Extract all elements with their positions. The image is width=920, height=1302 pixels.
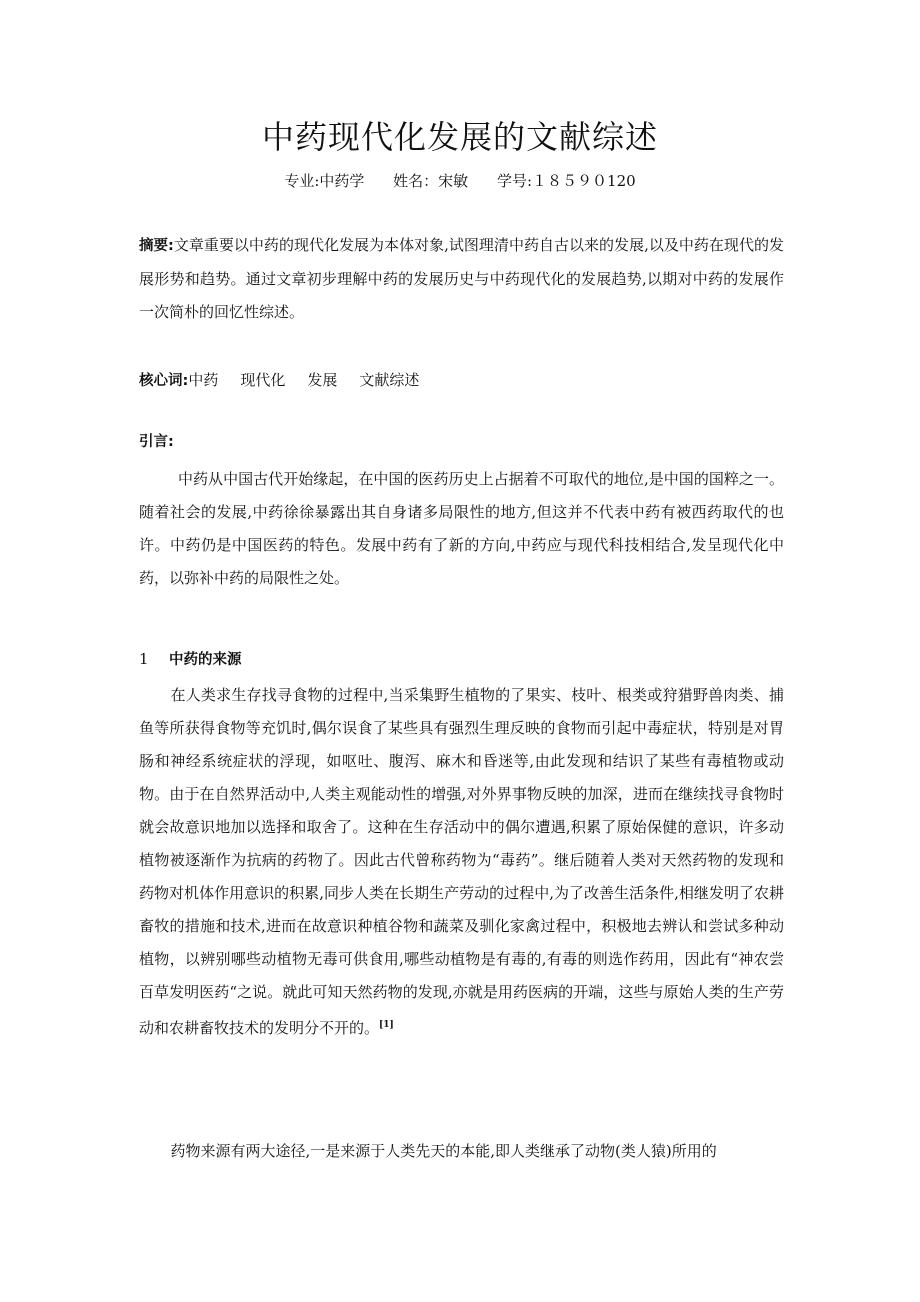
section-1-paragraph-1 [139, 679, 784, 1045]
keyword-item: 现代化 [240, 371, 286, 389]
keyword-item: 中药 [188, 371, 219, 389]
section-number: 1 [139, 650, 149, 668]
author-line [0, 170, 920, 191]
intro-heading: 引言: [139, 434, 174, 450]
keywords [139, 364, 784, 398]
abstract [139, 229, 784, 329]
section-1-paragraph-1-text: 在人类求生存找寻食物的过程中,当采集野生植物的了果实、枝叶、根类或狩猎野兽肉类、捕鱼等所获得食物等充饥时,偶尔误食了某些具有强烈生理反映的食物而引起中毒症状，特别是对胃肠和神经系统症状的浮现，如呕吐、腹泻、麻木和昏迷等,由此发现和结识了某些有毒植物或动物。由于在自然界活动中,人类主观能动性的增强,对外界事物反映的加深，进而在继续找寻食物时就会故意识地加以选择和取舍了。这种在生存活动中的偶尔遭遇,积累了原始保健的意识，许多动植物被逐渐作为抗病的药物了。因此古代曾称药物为“毒药”。继后随着人类对天然药物的发现和药物对机体作用意识的积累,同步人类在长期生产劳动的过程中,为了改善生活条件,相继发明了农耕畜牧的措施和技术,进而在故意识种植谷物和蔬菜及驯化家禽过程中，积极地去辨认和尝试多种动植物，以辨别哪些动植物无毒可供食用,哪些动植物是有毒的,有毒的则选作药用，因此有“神农尝百草发明医药“之说。就此可知天然药物的发现,亦就是用药医病的开端，这些与原始人类的生产劳动和农耕畜牧技术的发明分不开的。 [139, 686, 784, 1037]
keywords-label: 核心词: [139, 373, 189, 389]
keyword-item: 发展 [307, 371, 338, 389]
document-title: 中药现代化发展的文献综述 [261, 118, 658, 156]
intro-paragraph: 中药从中国古代开始缘起，在中国的医药历史上占据着不可取代的地位,是中国的国粹之一。随着社会的发展,中药徐徐暴露出其自身诸多局限性的地方,但这并不代表中药有被西药取代的也许。中药仍是中国医药的特色。发展中药有了新的方向,中药应与现代科技相结合,发呈现代化中药，以弥补中药的局限性之处。 [139, 470, 784, 587]
citation-mark: [1] [379, 1020, 394, 1030]
author-name: 姓名：宋敏 [393, 172, 469, 190]
keyword-item: 文献综述 [359, 371, 420, 389]
author-major: 专业:中药学 [284, 172, 365, 190]
abstract-label: 摘要: [139, 238, 174, 254]
abstract-text: 文章重要以中药的现代化发展为本体对象,试图理清中药自古以来的发展,以及中药在现代的发展形势和趋势。通过文章初步理解中药的发展历史与中药现代化的发展趋势,以期对中药的发展作一次简朴的回忆性综述。 [139, 236, 784, 321]
section-1-heading [139, 643, 784, 677]
author-student-id: 学号:１８５９０120 [496, 172, 636, 190]
section-title: 中药的来源 [169, 652, 242, 668]
section-1-paragraph-2: 药物来源有两大途径,一是来源于人类先天的本能,即人类继承了动物(类人猿)所用的 [170, 1142, 717, 1160]
